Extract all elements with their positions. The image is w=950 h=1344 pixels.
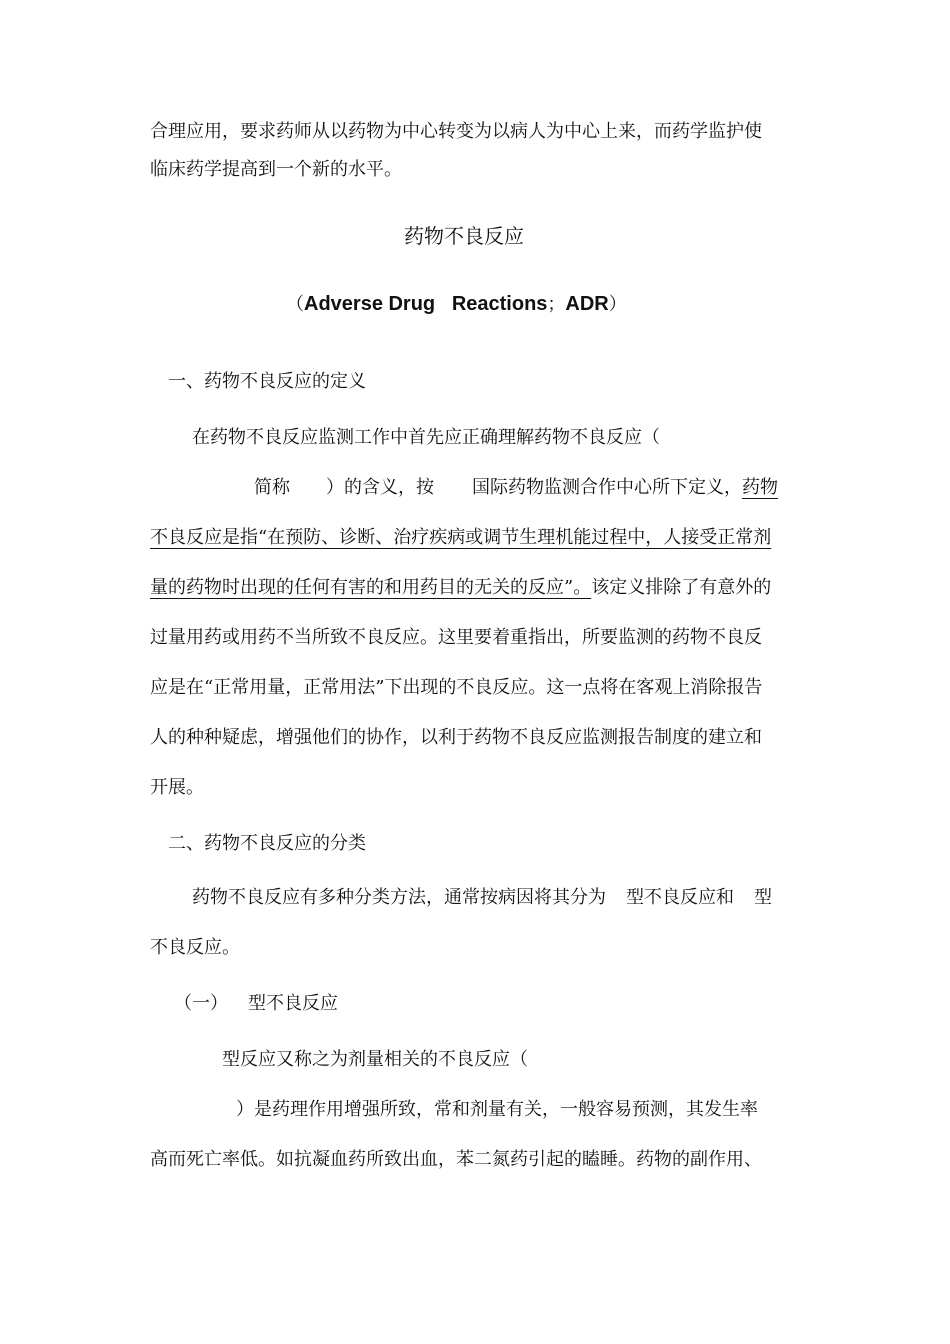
title-abbreviation: ADR — [565, 293, 609, 315]
definition-underline-start: 药物 — [742, 477, 778, 498]
classification-text: 药物不良反应有多种分类方法，通常按病因将其分为 — [192, 887, 606, 908]
section1-p1-line8: 开展。 — [150, 777, 204, 798]
section1-p1-line1: 在药物不良反应监测工作中首先应正确理解药物不良反应（ — [192, 427, 660, 448]
intro-line-2: 临床药学提高到一个新的水平。 — [150, 159, 402, 180]
section1-p1-line3: 不良反应是指“在预防、诊断、治疗疾病或调节生理机能过程中，人接受正常剂 — [150, 527, 772, 548]
section1-p1-line5: 过量用药或用药不当所致不良反应。这里要着重指出，所要监测的药物不良反 — [150, 627, 762, 648]
section2-heading: 二、药物不良反应的分类 — [168, 833, 366, 854]
title-chinese: 药物不良反应 — [404, 224, 524, 248]
section2-p2-line2: ）是药理作用增强所致，常和剂量有关，一般容易预测，其发生率 — [236, 1099, 758, 1120]
section1-p1-line6: 应是在“正常用量，正常用法”下出现的不良反应。这一点将在客观上消除报告 — [150, 677, 763, 698]
definition-underline-end: 量的药物时出现的任何有害的和用药目的无关的反应”。 — [150, 577, 592, 598]
title-english-text: Adverse Drug Reactions — [304, 293, 548, 315]
type-b-label: 型 — [754, 887, 772, 908]
intro-line-1: 合理应用，要求药师从以药物为中心转变为以病人为中心上来，而药学监护使 — [150, 121, 762, 142]
title-english — [286, 292, 627, 317]
subsection-heading — [174, 992, 338, 1016]
section1-p1-line4 — [150, 576, 771, 600]
title-separator: ； — [547, 294, 566, 315]
definition-intro: 国际药物监测合作中心所下定义， — [472, 477, 742, 498]
section1-p1-line2 — [254, 476, 778, 500]
subsection-number: （一） — [174, 993, 228, 1014]
section1-heading: 一、药物不良反应的定义 — [168, 371, 366, 392]
type-a-label: 型不良反应和 — [626, 887, 734, 908]
section1-p1-line7: 人的种种疑虑，增强他们的协作，以利于药物不良反应监测报告制度的建立和 — [150, 727, 762, 748]
title-open-paren: （ — [286, 294, 304, 315]
meaning-text: ）的含义，按 — [326, 477, 434, 498]
abbr-label: 简称 — [254, 477, 290, 498]
section2-p2-line3: 高而死亡率低。如抗凝血药所致出血，苯二氮药引起的瞌睡。药物的副作用、 — [150, 1149, 762, 1170]
section2-p2-line1: 型反应又称之为剂量相关的不良反应（ — [222, 1049, 528, 1070]
subsection-title: 型不良反应 — [248, 993, 338, 1014]
section2-p1-line1 — [192, 886, 772, 910]
definition-exclusion: 该定义排除了有意外的 — [591, 577, 772, 598]
section2-p1-line2: 不良反应。 — [150, 937, 240, 958]
title-close-paren: ） — [608, 294, 627, 315]
